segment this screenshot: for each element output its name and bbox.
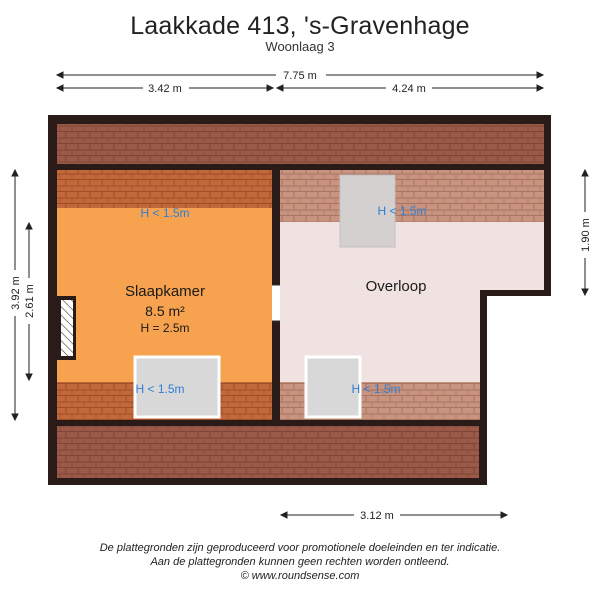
plan-title: Laakkade 413, 's-Gravenhage [130, 12, 470, 40]
disclaimer-line-1: De plattegronden zijn geproduceerd voor promotionele doeleinden en ter indicatie. [99, 542, 501, 554]
doorway [272, 285, 280, 321]
dim-right-width: 4.24 m [392, 83, 426, 95]
overloop-top-height-label: H < 1.5m [377, 204, 427, 218]
dim-total-width: 7.75 m [283, 70, 317, 82]
overloop-bottom-height-label: H < 1.5m [351, 382, 401, 396]
floor-label: Woonlaag 3 [265, 39, 335, 54]
slaapkamer-area: 8.5 m² [145, 303, 185, 319]
disclaimer-line-2: Aan de plattegronden kunnen geen rechten worden ontleend. [150, 556, 450, 568]
slaapkamer-height: H = 2.5m [140, 321, 190, 335]
overloop-name: Overloop [365, 278, 427, 295]
dim-bottom-width: 3.12 m [360, 510, 394, 522]
disclaimer [0, 541, 600, 583]
dim-right-height: 1.90 m [580, 218, 592, 252]
slaapkamer-low-ceiling-top [57, 170, 272, 208]
slaapkamer-bottom-height-label: H < 1.5m [135, 382, 185, 396]
roof-top-strip [57, 124, 544, 164]
shaft-hatch [61, 300, 73, 356]
dim-left-width: 3.42 m [148, 83, 182, 95]
copyright: © www.roundsense.com [240, 570, 360, 582]
dim-outer-height: 3.92 m [10, 276, 22, 310]
dim-inner-height: 2.61 m [24, 284, 36, 318]
slaapkamer-top-height-label: H < 1.5m [140, 206, 190, 220]
slaapkamer-name: Slaapkamer [124, 283, 206, 300]
roof-bottom-strip [57, 426, 479, 478]
building [48, 115, 551, 485]
